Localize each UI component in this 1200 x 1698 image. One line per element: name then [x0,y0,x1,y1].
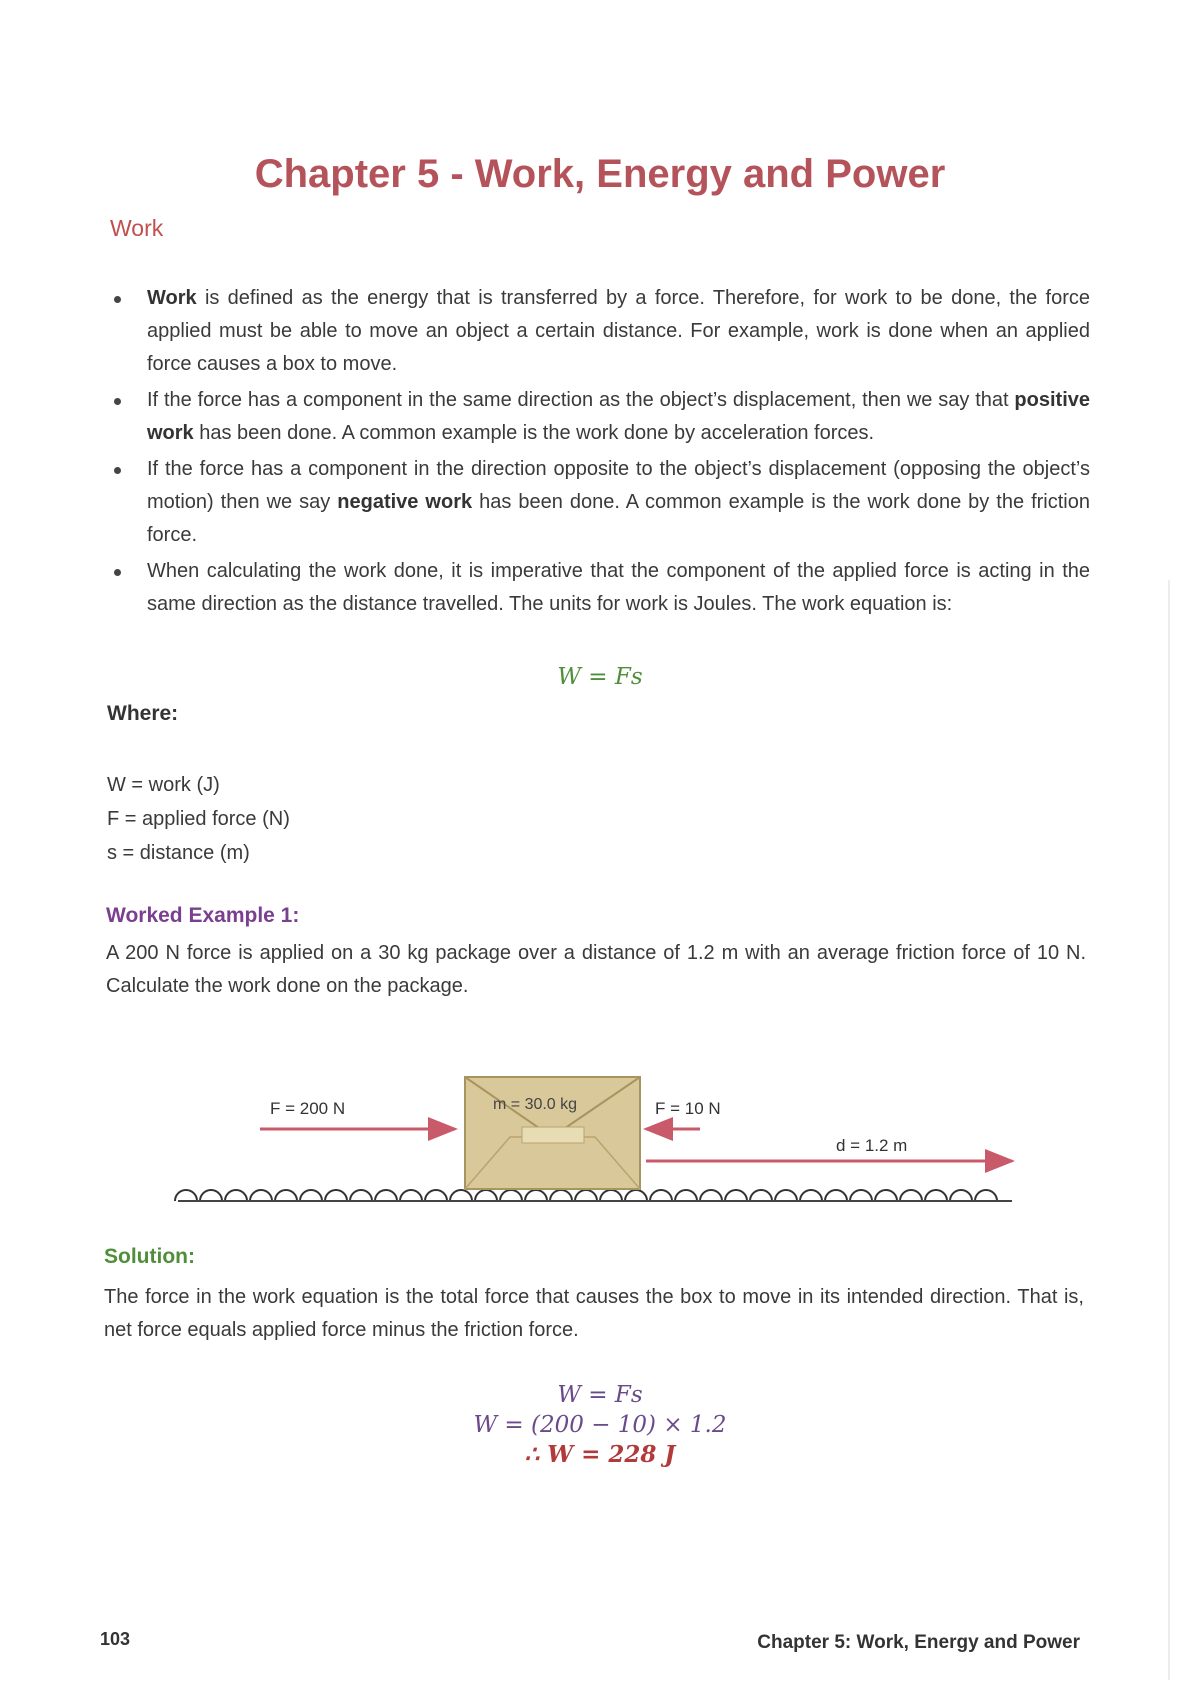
mass-label: m = 30.0 kg [493,1096,578,1113]
roller [475,1190,497,1201]
roller [425,1190,447,1201]
bullet-item [110,384,1090,450]
definition-force: F = applied force (N) [107,808,290,830]
bullet-text: When calculating the work done, it is imperative that the component of the applied force is acting in the same direction as the distance travelled. The units for work is Joules. The work equation is: [147,560,1090,615]
chapter-title: Chapter 5 - Work, Energy and Power [254,152,946,196]
force-diagram [170,1055,1020,1215]
roller [525,1190,547,1201]
roller [900,1190,922,1201]
roller [275,1190,297,1201]
roller [725,1190,747,1201]
roller [200,1190,222,1201]
roller [400,1190,422,1201]
roller [250,1190,272,1201]
friction-force-label: F = 10 N [655,1099,721,1118]
solution-equation-1: W = Fs [557,1382,643,1408]
solution-heading: Solution: [104,1245,195,1268]
bullet-dot-icon [114,467,121,474]
footer-chapter-title: Chapter 5: Work, Energy and Power [757,1632,1080,1653]
roller [550,1190,572,1201]
roller [500,1190,522,1201]
page-edge-line [1168,580,1170,1680]
bullet-dot-icon [114,398,121,405]
where-label: Where: [107,702,179,725]
roller [600,1190,622,1201]
definition-work: W = work (J) [107,774,220,796]
bullet-dot-icon [114,569,121,576]
roller [625,1190,647,1201]
roller [800,1190,822,1201]
roller [325,1190,347,1201]
solution-equation-2: W = (200 − 10) × 1.2 [473,1412,727,1438]
solution-equations [0,1380,1200,1470]
solution-text: The force in the work equation is the total force that causes the box to move in its intended direction. That is, net force equals applied force minus the friction force. [104,1286,1084,1341]
roller [700,1190,722,1201]
section-heading-work: Work [110,215,164,241]
work-bullet-list [110,282,1090,624]
bullet-text: If the force has a component in the same direction as the object’s displacement, then we say that positive work has been done. A common example is the work done by acceleration forces. [147,389,1090,444]
bullet-text: Work is defined as the energy that is transferred by a force. Therefore, for work to be done, the force applied must be able to move an object a certain distance. For example, work is done when an applied force causes a box to move. [147,287,1090,375]
work-equation: W = Fs [557,664,643,690]
roller [950,1190,972,1201]
worked-example-heading: Worked Example 1: [106,904,300,927]
bullet-text: If the force has a component in the direction opposite to the object’s displacement (opposing the object’s motion) then we say negative work has been done. A common example is the work done by the friction force. [147,458,1091,546]
roller [775,1190,797,1201]
roller [675,1190,697,1201]
worked-example-text: A 200 N force is applied on a 30 kg package over a distance of 1.2 m with an average friction force of 10 N. Calculate the work done on the package. [106,942,1086,997]
roller [825,1190,847,1201]
bullet-item [110,555,1090,621]
roller-track [175,1190,997,1201]
bullet-dot-icon [114,296,121,303]
roller [875,1190,897,1201]
roller [850,1190,872,1201]
bullet-item [110,453,1090,552]
page-number: 103 [100,1629,131,1649]
roller [450,1190,472,1201]
roller [750,1190,772,1201]
roller [175,1190,197,1201]
definition-distance: s = distance (m) [107,842,250,864]
roller [300,1190,322,1201]
roller [225,1190,247,1201]
roller [350,1190,372,1201]
roller [925,1190,947,1201]
roller [375,1190,397,1201]
roller [650,1190,672,1201]
roller [575,1190,597,1201]
variable-definitions [107,768,290,870]
roller [975,1190,997,1201]
package-box [465,1077,640,1189]
applied-force-label: F = 200 N [270,1099,346,1118]
bullet-item [110,282,1090,381]
distance-label: d = 1.2 m [836,1136,908,1155]
solution-result: ∴ W = 228 J [524,1441,676,1468]
